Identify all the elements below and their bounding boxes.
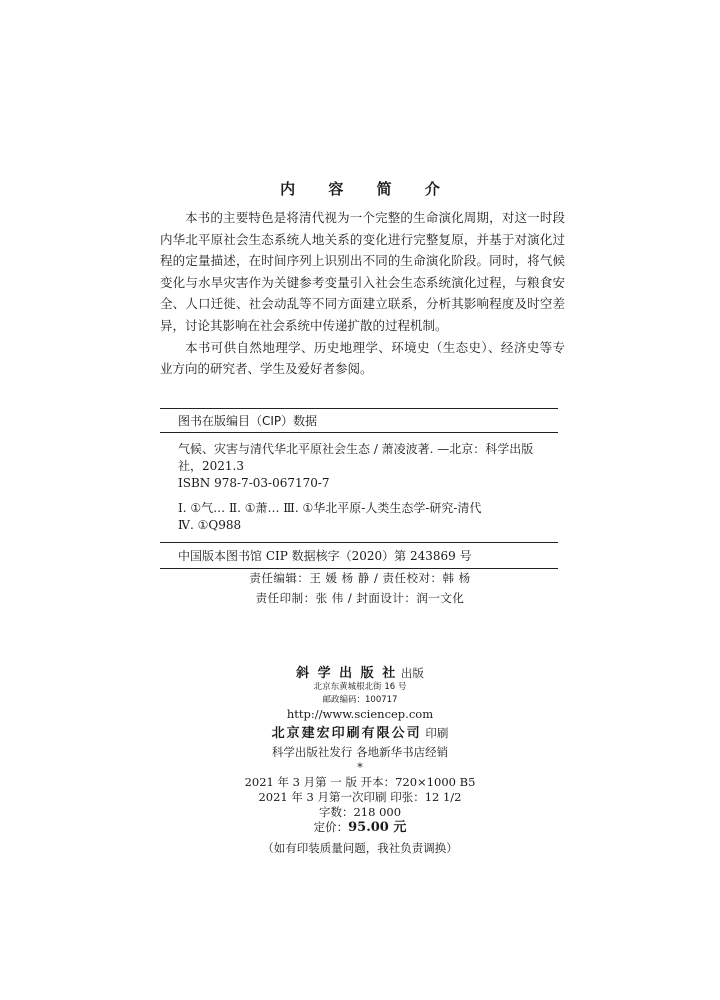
distribution-line: 科学出版社发行 各地新华书店经销: [271, 745, 449, 759]
edition-line: 2021 年 3 月第 一 版 开本：720×1000 B5: [244, 775, 476, 789]
staff-line-1: 责任编辑：王 媛 杨 静 / 责任校对：韩 杨: [249, 571, 471, 585]
cip-body: [160, 433, 558, 534]
publisher-name-line: [0, 666, 720, 681]
cip-record-line-1: 气候、灾害与清代华北平原社会生态 / 萧凌波著. —北京：科学出版: [178, 442, 534, 456]
cip-class-line-2: Ⅳ. ①Q988: [178, 518, 242, 532]
word-count: 字数：218 000: [318, 805, 402, 819]
cip-heading: 图书在版编目（CIP）数据: [160, 409, 558, 433]
cip-block: [160, 408, 558, 569]
summary-paragraph-2: 本书可供自然地理学、历史地理学、环境史（生态史）、经济史等专业方向的研究者、学生及爱好者参阅。: [160, 339, 565, 377]
cip-isbn: ISBN 978-7-03-067170-7: [178, 476, 330, 490]
price-label: 定价：: [313, 820, 349, 834]
publisher-website: http://www.sciencep.com: [286, 707, 434, 721]
publisher-postcode: 邮政编码：100717: [322, 695, 398, 705]
staff-credits: [0, 568, 720, 608]
cip-classification: [178, 500, 558, 534]
quality-note: （如有印装质量问题，我社负责调换）: [262, 841, 458, 855]
print-line: 2021 年 3 月第一次印刷 印张：12 1/2: [258, 790, 462, 804]
printer-name: 北京建宏印刷有限公司: [271, 726, 422, 741]
summary-title: 内 容 简 介: [280, 180, 454, 198]
cip-class-line-1: Ⅰ. ①气… Ⅱ. ①萧… Ⅲ. ①华北平原-人类生态学-研究-清代: [178, 501, 482, 515]
publisher-address: 北京东黄城根北街 16 号: [313, 682, 407, 692]
price-value: 95.00 元: [348, 820, 407, 835]
publisher-name: 斜 学 出 版 社: [296, 666, 398, 681]
cip-number: 中国版本图书馆 CIP 数据核字（2020）第 243869 号: [160, 542, 558, 568]
publisher-name-suffix: 出版: [397, 666, 424, 680]
summary-paragraph-1: 本书的主要特色是将清代视为一个完整的生命演化周期，对这一时段内华北平原社会生态系统人地关系的变化进行完整复原，并基于对演化过程的定量描述，在时间序列上识别出不同的生命演化阶段。同时，将气候变化与水旱灾害作为关键参考变量引入社会生态系统演化过程，与粮食安全、人口迁徙、社会动乱等不同方面建立联系，分析其影响程度及时空差异，讨论其影响在社会系统中传递扩散的过程机制。: [160, 210, 565, 333]
staff-line-2: 责任印制：张 伟 / 封面设计：润一文化: [255, 591, 465, 605]
price-line: [0, 820, 720, 835]
printer-line: [0, 726, 720, 741]
cip-record: [178, 441, 558, 492]
publisher-block: [0, 666, 720, 856]
printer-suffix: 印刷: [421, 726, 449, 740]
cip-record-line-2: 社，2021.3: [178, 459, 244, 473]
separator-star: *: [357, 760, 363, 774]
summary-text: [160, 207, 565, 380]
